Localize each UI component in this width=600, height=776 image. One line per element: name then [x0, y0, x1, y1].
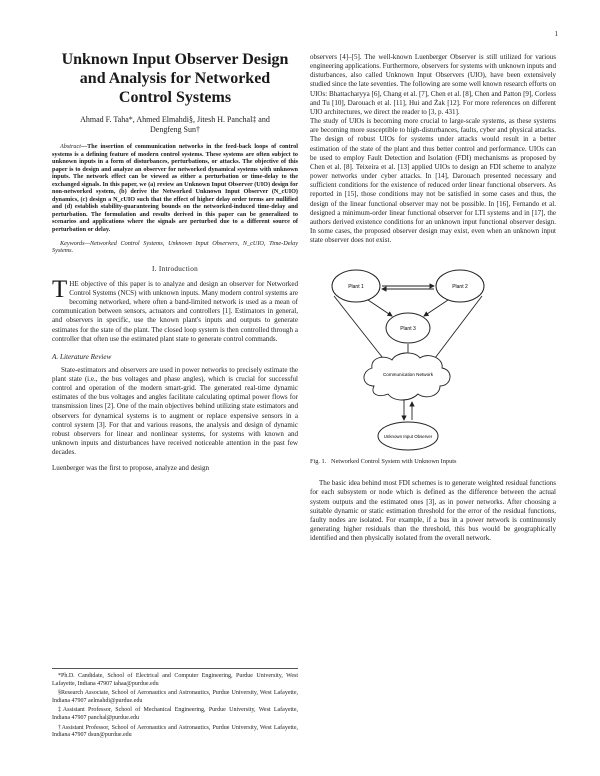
plant-2-to-plant-3-arrow	[424, 300, 448, 316]
drop-cap: T	[52, 275, 68, 303]
authors	[52, 115, 298, 135]
figure-caption	[310, 458, 556, 465]
plant-1-to-plant-3-arrow	[368, 300, 392, 316]
network-diagram	[310, 258, 556, 454]
communication-network-label: Communication Network	[382, 372, 434, 378]
keywords-text: —Networked Control Systems, Unknown Input Observers, N_cUIO, Time-Delay Systems.	[52, 239, 298, 255]
plant-2-label: Plant 2	[452, 284, 468, 291]
plant-1-label: Plant 1	[348, 284, 364, 291]
keywords-label: Keywords	[60, 239, 85, 247]
authors-line-1: Ahmad F. Taha*, Ahmed Elmahdi§, Jitesh H. Panchal‡ and	[80, 115, 270, 124]
figure-caption-text: Networked Control System with Unknown Inputs	[331, 458, 457, 466]
figure-caption-label: Fig. 1.	[310, 458, 327, 466]
right-paragraph-1: observers [4]–[5]. The well-known Luenberger Observer is still utilized for various engineering applications. Furthermore, observers for systems with unknown inputs and disturbances, also called Unknown Input Observers (UIO), have been extensively studied since the late seventies. The following are some well known research efforts on UIOs: Bhattacharyya [6], Chang et al. [7], Chen et al. [8], Chen and Patton [9], Corless and Tu [10], Darouach et al. [11], Hui and Żak [12]. For more references on different UIO architectures, we direct the reader to [3, p. 431].	[310, 53, 556, 116]
abstract-text: —The insertion of communication networks in the feed-back loops of control systems is a defining feature of modern control systems. These systems are often subject to unknown inputs in a form of disturbances, perturbations, or attacks. The objective of this paper is to design and analyze an observer for networked dynamical systems with unknown inputs. The network effect can be viewed as either a perturbation or time-delay to the exchanged signals. In this paper, we (a) review an Unknown Input Observer (UIO) design for non-networked system, (b) derive the Networked Unknown Input Observer (N_cUIO) dynamics, (c) design a N_cUIO such that the effect of higher delay order terms are nullified and (d) establish stability-guaranteeing bounds on the networked-induced time-delay and perturbation. The formulation and results derived in this paper can be generalized to scenarios and applications where the signals are perturbed due to a different source of perturbation or delay.	[52, 143, 298, 234]
abstract-label: Abstract	[60, 143, 81, 150]
intro-paragraph	[52, 275, 298, 344]
luenberger-paragraph: Luenberger was the first to propose, analyze and design	[52, 464, 210, 473]
right-paragraph-3: The basic idea behind most FDI schemes is to generate weighted residual functions for each subsystem or node which is defined as the difference between the actual system outputs and the estimated ones [3], as in power networks. After choosing a suitable dynamic or static estimation threshold for the error of the residual functions, faulty nodes are isolated. For example, if a bus in a power network is continuously generating higher residuals than the threshold, this bus would be geographically identified and then physically isolated from the overall network.	[310, 479, 556, 543]
plant-1-to-network-link	[334, 296, 386, 362]
footnote-3: ‡Assistant Professor, School of Mechanical Engineering, Purdue University, West Lafayette, Indiana 47907 panchal@purdue.edu	[52, 707, 298, 721]
footnotes	[52, 668, 298, 742]
plant-3-label: Plant 3	[400, 326, 416, 333]
footnote-2: §Research Associate, School of Aeronautics and Astronautics, Purdue University, West Lafayette, Indiana 47907 aelmahdi@purdue.edu	[52, 690, 298, 704]
literature-review-paragraph: State-estimators and observers are used in power networks to precisely estimate the plant state (i.e., the bus voltages and phase angles), which is crucial for successful control and operation of the modern smart-grid. The generated real-time dynamic estimates of the bus voltages and angles facilitate calculating optimal power flows for transmission lines [2]. One of the main objectives behind utilizing state estimators and observers for dynamical systems is to augment or replace expensive sensors in a control system [3]. For that and various reasons, the analysis and design of dynamic robust observers for linear and nonlinear systems, for systems with known and unknown inputs and disturbances have received noticeable attention in the past few decades.	[52, 365, 298, 457]
left-column	[52, 46, 298, 474]
unknown-input-observer-label: Unknown Input Observer	[383, 434, 433, 440]
abstract	[52, 143, 298, 234]
page-number: 1	[554, 30, 558, 38]
intro-text: HE objective of this paper is to analyze and design an observer for Networked Control Systems (NCS) with unknown inputs. Many modern control systems are becoming networked, where often a band-limited network is used as a mean of communication between sensors, actuators and controllers [1]. Estimators in general, and observers in specific, use the known plant's inputs and outputs to generate estimates for the state of the plant. The closed loop system is then controlled through a controller that often use the estimated plant state to generate control commands.	[52, 279, 298, 343]
keywords	[52, 240, 298, 255]
figure-1	[310, 258, 556, 465]
subsection-heading-literature-review: A. Literature Review	[52, 352, 112, 361]
right-column	[310, 53, 556, 543]
section-heading-introduction: I. Introduction	[151, 264, 199, 273]
footnote-4: †Assistant Professor, School of Aeronautics and Astronautics, Purdue University, West Lafayette, Indiana 47907 dsun@purdue.edu	[52, 724, 298, 739]
paper-title: Unknown Input Observer Design and Analysis for Networked Control Systems	[61, 51, 289, 106]
right-paragraph-2: The study of UIOs is becoming more crucial to large-scale systems, as these systems are becoming more susceptible to high-disturbances, faults, cyber and physical attacks. The design of robust UIOs for systems under attacks would result in a better estimation of the state of the plant and thus better control and performance. UIOs can be used to employ Fault Detection and Isolation (FDI) mechanisms as proposed by Chen et al. [8]. Teixeira et al. [13] applied UIOs to design an FDI scheme to analyze power networks under cyber attacks. In [14], Darouach presented necessary and sufficient conditions for the existence of reduced order linear functional observers. As reported in [15], those conditions may not be satisfied in some cases and thus, the design of the linear functional observer may not be possible. In [16], Fernando et al. designed a minimum-order linear functional observer for LTI systems and in [17], the authors derived existence conditions for an unknown input functional observer design. In some cases, the proposed observer design may exist, even when an unknown input state observer does not exist.	[310, 117, 556, 245]
authors-line-2: Dengfeng Sun†	[150, 125, 200, 134]
footnote-1: *Ph.D. Candidate, School of Electrical and Computer Engineering, Purdue University, West Lafayette, Indiana 47907 tahaa@purdue.edu	[52, 673, 298, 687]
